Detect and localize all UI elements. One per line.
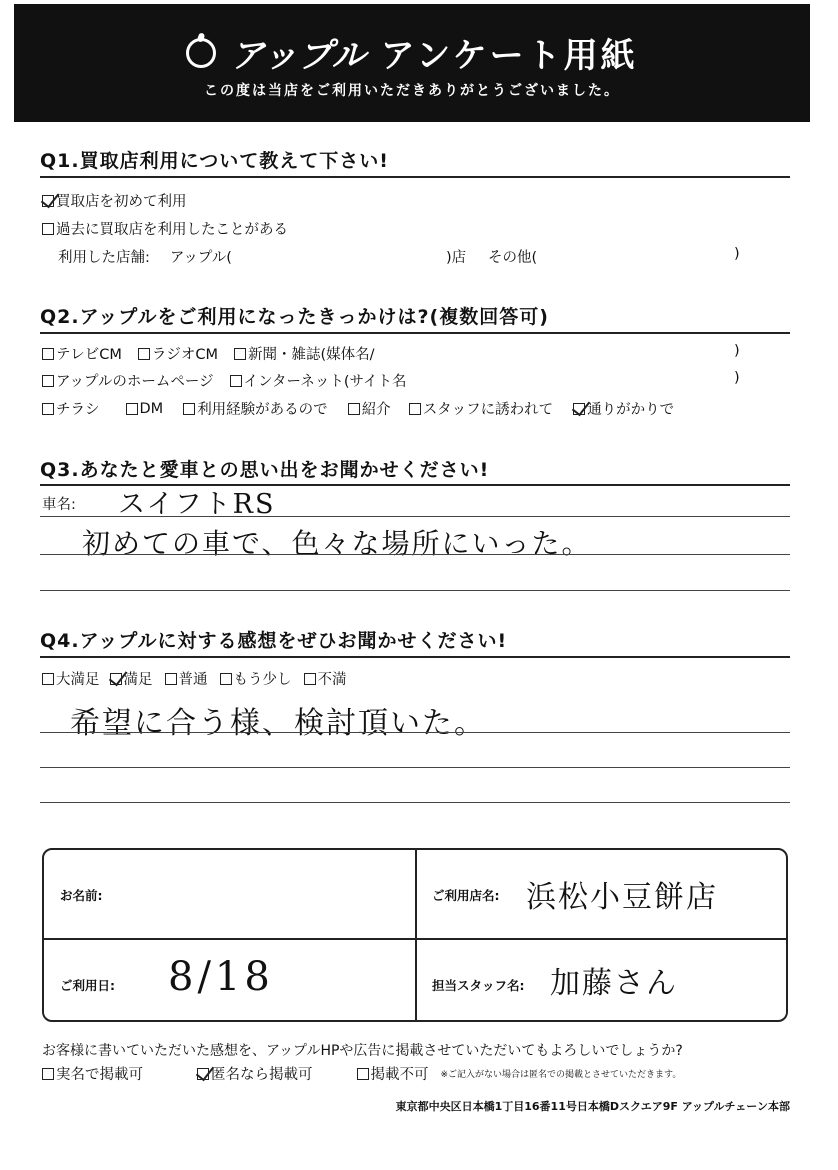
checkbox-icon[interactable] <box>409 403 421 415</box>
form-subtitle: この度は当店をご利用いただきありがとうございました。 <box>204 83 620 99</box>
staff-label: 担当スタッフ名: <box>432 978 525 993</box>
q4-line-2 <box>40 767 790 768</box>
checkbox-icon[interactable] <box>42 673 54 685</box>
q2-option-dm[interactable]: DM <box>126 401 164 417</box>
q2-option-flyer[interactable]: チラシ <box>42 398 100 419</box>
q1-option-row-2 <box>42 218 304 239</box>
q4-option-very-satisfied[interactable]: 大満足 <box>42 668 100 689</box>
checkbox-icon[interactable] <box>42 375 54 387</box>
brand-name: アップル <box>230 36 367 76</box>
consent-question: お客様に書いていただいた感想を、アップルHPや広告に掲載させていただいてもよろしいでしょうか? <box>42 1043 683 1059</box>
q2-option-radio[interactable]: ラジオCM <box>138 343 218 364</box>
q1-other-suffix: ) <box>734 246 740 262</box>
consent-note: ※ご記入がない場合は匿名での掲載とさせていただきます。 <box>440 1070 682 1080</box>
q3-title: Q3.あなたと愛車との思い出をお聞かせください! <box>40 459 490 481</box>
q2-option-tv[interactable]: テレビCM <box>42 343 122 364</box>
q2-option-row-2 <box>42 370 422 391</box>
info-divider-horizontal <box>44 938 786 940</box>
date-label: ご利用日: <box>60 978 115 993</box>
q4-rule <box>40 656 790 658</box>
store-label: ご利用店名: <box>432 888 500 903</box>
consent-not-allowed[interactable]: 掲載不可 <box>357 1063 429 1084</box>
q3-line-2 <box>40 554 790 555</box>
q4-rating-row <box>42 668 363 689</box>
q2-internet-close: ) <box>734 370 740 386</box>
checked-checkbox-icon[interactable] <box>42 195 54 207</box>
apple-logo-icon <box>186 38 216 68</box>
checked-checkbox-icon[interactable] <box>110 673 122 685</box>
q2-option-row-3 <box>42 398 690 419</box>
info-divider-vertical <box>415 850 417 1020</box>
q2-option-passing[interactable]: 通りがかりで <box>573 398 674 419</box>
q1-option-used-before[interactable]: 過去に買取店を利用したことがある <box>42 218 288 239</box>
checkbox-icon[interactable] <box>183 403 195 415</box>
q4-title: Q4.アップルに対する感想をぜひお聞かせください! <box>40 630 508 652</box>
name-label: お名前: <box>60 888 103 903</box>
brand-row <box>14 28 810 77</box>
q1-option-first-time[interactable]: 買取店を初めて利用 <box>42 190 187 211</box>
q4-option-bit-more[interactable]: もう少し <box>220 668 292 689</box>
checkbox-icon[interactable] <box>42 403 54 415</box>
checkbox-icon[interactable] <box>42 223 54 235</box>
q1-rule <box>40 176 790 178</box>
consent-real-name[interactable]: 実名で掲載可 <box>42 1063 143 1084</box>
q4-option-normal[interactable]: 普通 <box>165 668 208 689</box>
checkbox-icon[interactable] <box>348 403 360 415</box>
q2-title: Q2.アップルをご利用になったきっかけは?(複数回答可) <box>40 306 549 328</box>
q2-option-row-1 <box>42 343 391 364</box>
checked-checkbox-icon[interactable] <box>573 403 585 415</box>
checkbox-icon[interactable] <box>165 673 177 685</box>
q1-store-suffix: )店 <box>446 250 467 266</box>
checkbox-icon[interactable] <box>138 348 150 360</box>
q4-option-dissatisfied[interactable]: 不満 <box>304 668 347 689</box>
q2-option-newspaper[interactable]: 新聞・雑誌(媒体名/ <box>234 343 375 364</box>
footer-address: 東京都中央区日本橋1丁目16番11号日本橋Dスクエア9F アップルチェーン本部 <box>395 1100 790 1113</box>
checkbox-icon[interactable] <box>230 375 242 387</box>
q2-rule <box>40 332 790 334</box>
q2-option-referral[interactable]: 紹介 <box>348 398 391 419</box>
q2-option-homepage[interactable]: アップルのホームページ <box>42 370 214 391</box>
q2-option-staff[interactable]: スタッフに誘われて <box>409 398 554 419</box>
checkbox-icon[interactable] <box>42 348 54 360</box>
checked-checkbox-icon[interactable] <box>197 1068 209 1080</box>
q2-option-internet[interactable]: インターネット(サイト名 <box>230 370 407 391</box>
q4-comment-text[interactable]: 希望に合う様、検討頂いた。 <box>70 706 486 741</box>
q1-option-row-1 <box>42 190 203 211</box>
checkbox-icon[interactable] <box>42 1068 54 1080</box>
date-value[interactable]: 8/18 <box>168 954 274 1000</box>
q3-memory-text[interactable]: 初めての車で、色々な場所にいった。 <box>82 527 592 560</box>
checkbox-icon[interactable] <box>126 403 138 415</box>
q4-line-1 <box>40 732 790 733</box>
q3-car-name[interactable]: スイフトRS <box>118 489 276 520</box>
q3-car-label: 車名: <box>42 497 76 513</box>
q4-option-satisfied[interactable]: 満足 <box>110 668 153 689</box>
q4-line-3 <box>40 802 790 803</box>
q3-line-1 <box>40 516 790 517</box>
checkbox-icon[interactable] <box>357 1068 369 1080</box>
checkbox-icon[interactable] <box>220 673 232 685</box>
q3-line-3 <box>40 590 790 591</box>
form-title: アンケート用紙 <box>380 36 638 76</box>
q1-store-row: 利用した店舗: アップル( <box>58 250 232 266</box>
consent-anonymous[interactable]: 匿名なら掲載可 <box>197 1063 313 1084</box>
checkbox-icon[interactable] <box>304 673 316 685</box>
store-value[interactable]: 浜松小豆餅店 <box>526 880 718 915</box>
q1-other-prefix: その他( <box>488 250 538 266</box>
consent-options <box>42 1063 681 1084</box>
q1-title: Q1.買取店利用について教えて下さい! <box>40 150 389 172</box>
q2-option-experience[interactable]: 利用経験があるので <box>183 398 328 419</box>
customer-info-box <box>42 848 788 1022</box>
q2-newspaper-close: ) <box>734 343 740 359</box>
checkbox-icon[interactable] <box>234 348 246 360</box>
form-header <box>14 4 810 122</box>
staff-value[interactable]: 加藤さん <box>550 966 678 1001</box>
